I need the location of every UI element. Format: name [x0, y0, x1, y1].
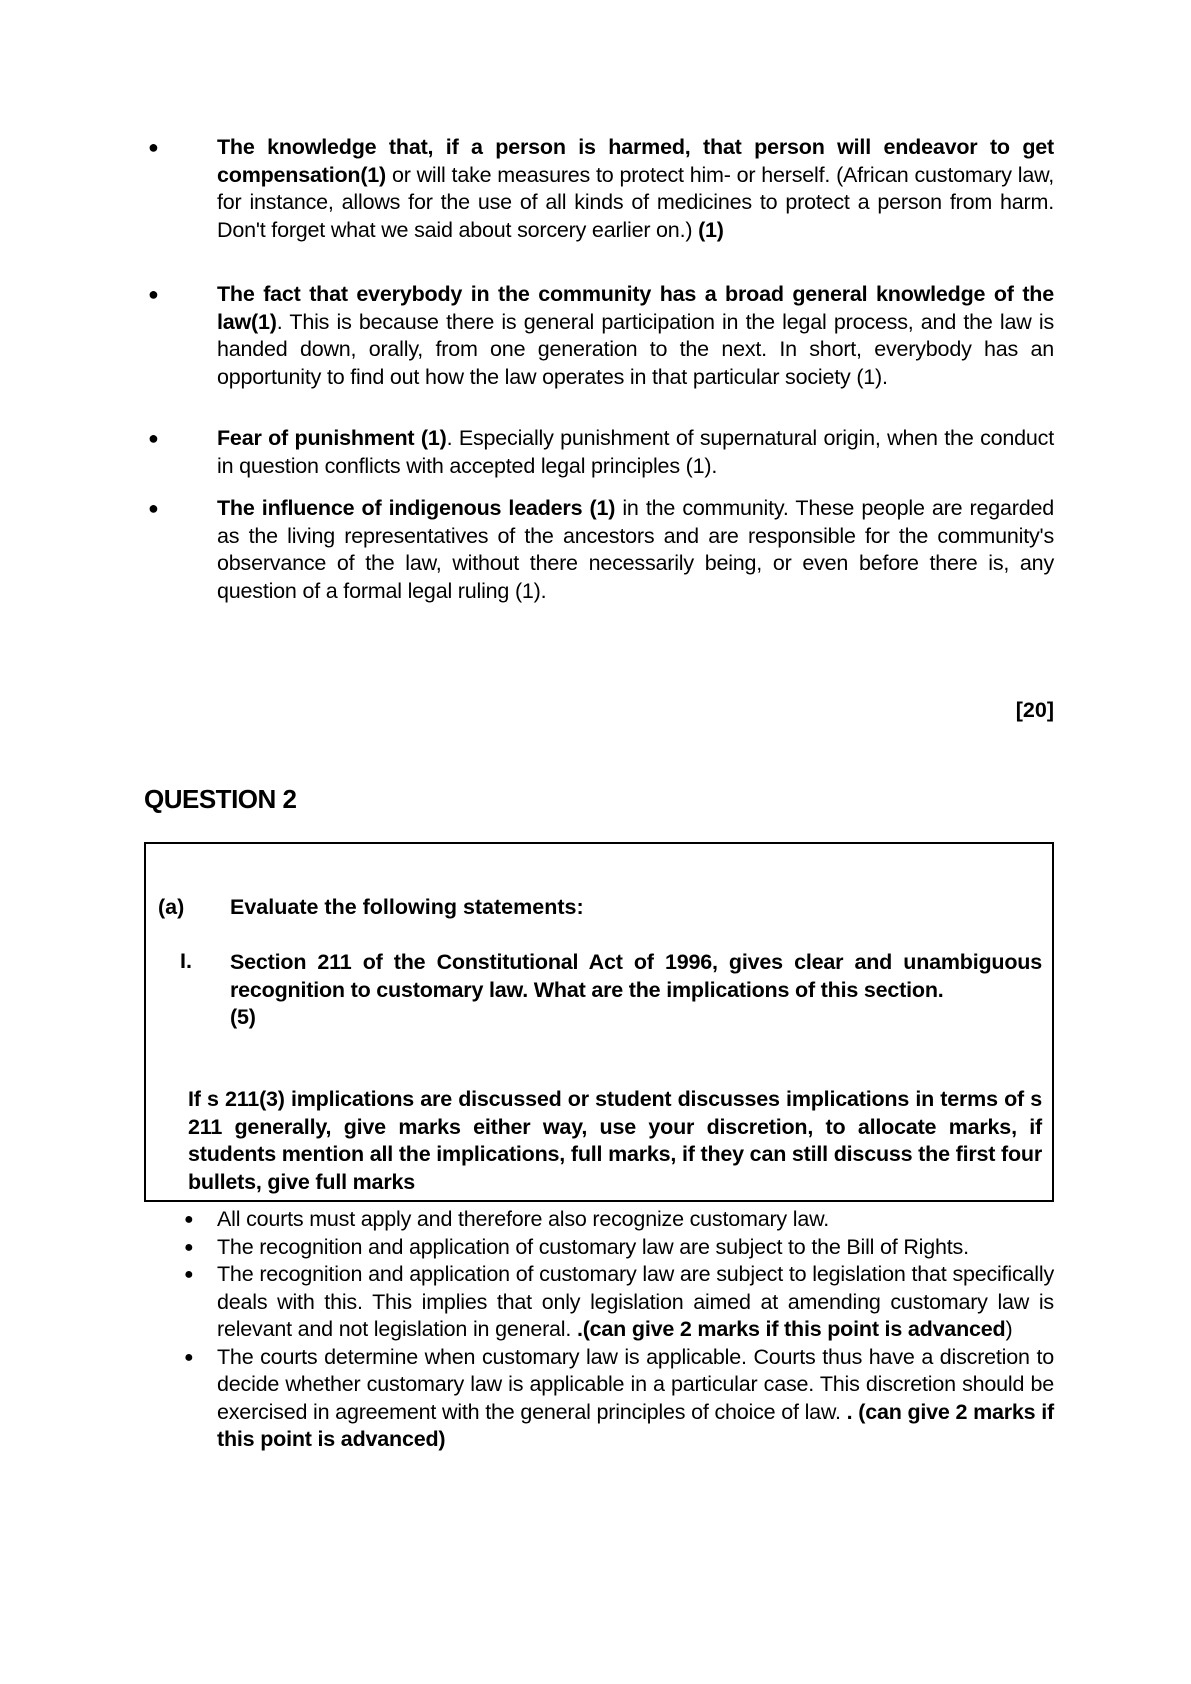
answer-text: All courts must apply and therefore also recognize customary law. — [217, 1207, 829, 1231]
marking-note: .(can give 2 marks if this point is advanced — [576, 1317, 1006, 1341]
marking-note-tail: ) — [1005, 1317, 1013, 1341]
answer-item — [180, 1234, 1054, 1262]
bullet-icon: ● — [148, 284, 159, 304]
bullet-icon: ● — [184, 1238, 194, 1256]
part-instruction: Evaluate the following statements: — [230, 895, 584, 919]
bold-lead: The knowledge that, if a person is harmed, that person will endeavor to get compensation(1) — [217, 135, 1054, 187]
question-box — [144, 842, 1054, 1202]
marker-note: If s 211(3) implications are discussed or student discusses implications in terms of s 211 generally, give marks either way, use your discretion, to allocate marks, if students mention all the implications, full marks, if they can still discuss the first four bullets, give full marks — [188, 1087, 1042, 1194]
body-text: . This is because there is general participation in the legal process, and the law is handed down, orally, from one generation to the next. In short, everybody has an opportunity to find out how the law operates in that particular society (1). — [217, 309, 1054, 389]
sub-question-label: I. — [180, 949, 192, 973]
answer-text: The courts determine when customary law is applicable. Courts thus have a discretion to decide whether customary law is applicable in a particular case. This discretion should be exercised in agreement with the general principles of choice of law. — [217, 1344, 1054, 1424]
part-label: (a) — [158, 895, 185, 919]
list-item — [144, 281, 1054, 391]
mark-value: (1) — [698, 217, 724, 242]
marking-note: . (can give 2 marks if this point is advanced) — [217, 1399, 1054, 1451]
bullet-icon: ● — [148, 137, 159, 157]
list-item-text — [217, 281, 1054, 391]
bold-lead: The fact that everybody in the community has a broad general knowledge of the law(1) — [217, 282, 1054, 334]
answer-list — [180, 1206, 1054, 1454]
body-text: or will take measures to protect him- or herself. (African customary law, for instance, allows for the use of all kinds of medicines to protect a person from harm. Don't forget what we said about sorcery earlier on.) — [217, 162, 1054, 242]
question-title: QUESTION 2 — [144, 784, 297, 814]
bullet-icon: ● — [184, 1211, 194, 1228]
list-item — [144, 495, 1054, 605]
answer-item — [180, 1261, 1054, 1344]
sub-question-marks: (5) — [230, 1005, 256, 1029]
answer-item — [180, 1206, 1054, 1234]
sub-question-text — [230, 949, 1042, 1032]
bold-lead: Fear of punishment (1) — [217, 426, 447, 450]
answer-item — [180, 1344, 1054, 1454]
list-item-text — [217, 425, 1054, 480]
sub-question-body: Section 211 of the Constitutional Act of 1996, gives clear and unambiguous recognition to customary law. What are the implications of this section. — [230, 950, 1042, 1002]
list-item — [144, 134, 1054, 244]
bullet-icon: ● — [148, 498, 159, 518]
list-item — [144, 425, 1054, 480]
body-text: . Especially punishment of supernatural origin, when the conduct in question conflicts with accepted legal principles (1). — [217, 426, 1054, 478]
bold-lead: The influence of indigenous leaders (1) — [217, 496, 616, 520]
bullet-icon: ● — [184, 1266, 194, 1283]
list-item-text — [217, 495, 1054, 605]
bullet-icon: ● — [184, 1348, 194, 1366]
list-item-text — [217, 134, 1054, 244]
total-marks: [20] — [1015, 698, 1054, 722]
answer-text: The recognition and application of customary law are subject to the Bill of Rights. — [217, 1234, 969, 1259]
bullet-icon: ● — [148, 428, 159, 448]
answer-text: The recognition and application of customary law are subject to legislation that specifically deals with this. This implies that only legislation aimed at amending customary law is relevant and not legislation in general. — [217, 1262, 1054, 1341]
body-text: in the community. These people are regarded as the living representatives of the ancestors and are responsible for the community's observance of the law, without there necessarily being, or even before there is, any question of a formal legal ruling (1). — [217, 496, 1054, 603]
